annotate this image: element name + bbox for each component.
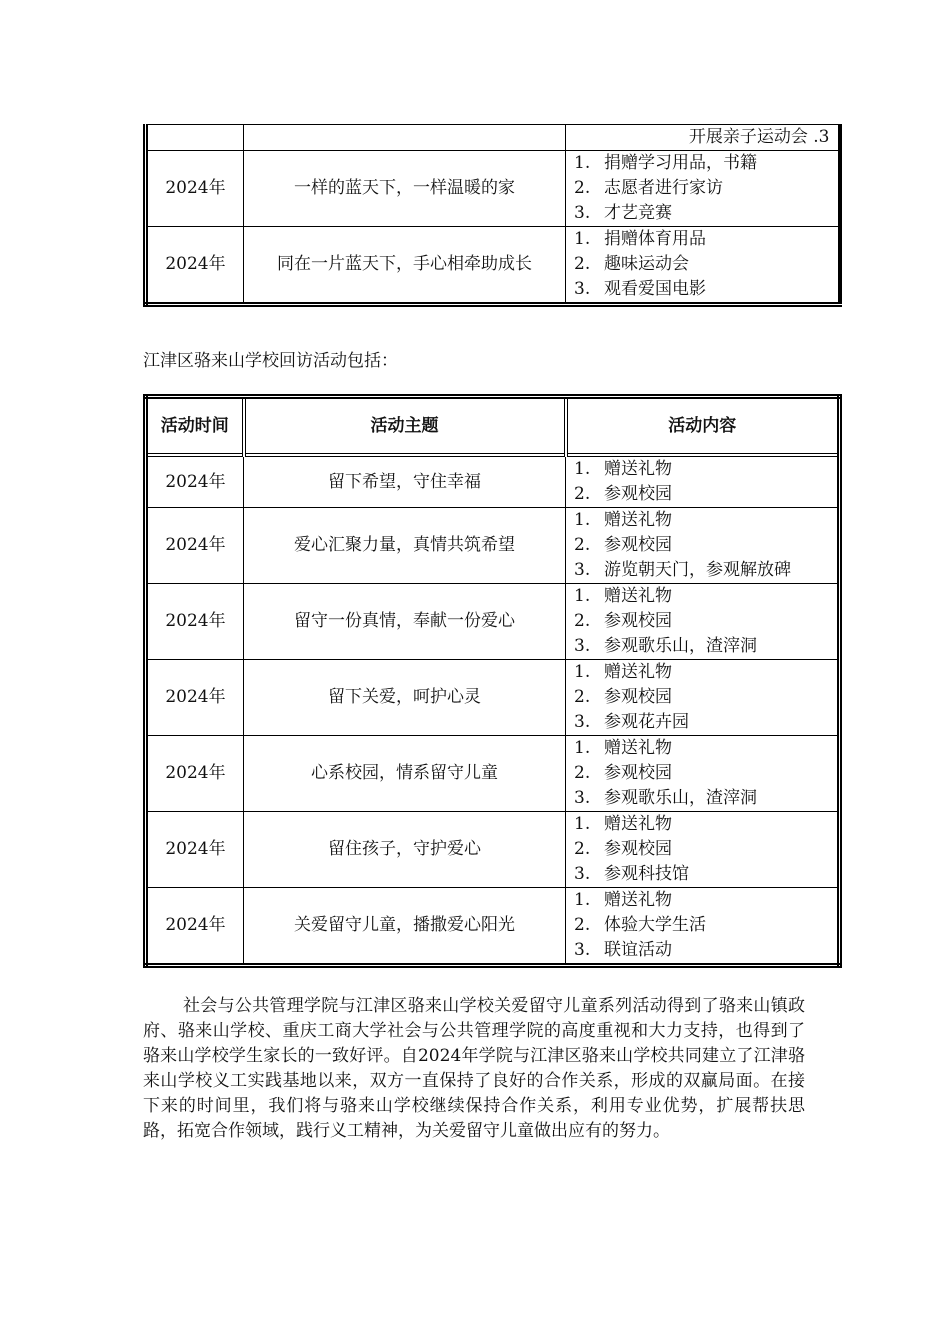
- list-item: 3. 观看爱国电影: [574, 279, 706, 299]
- content-cell: [566, 455, 840, 508]
- content-cell: [566, 151, 840, 227]
- list-item: 1. 赠送礼物: [574, 662, 672, 682]
- header-activity-theme: 活动主题: [244, 397, 566, 456]
- list-item: 2. 参观校园: [574, 611, 672, 631]
- year-cell: 2024年: [146, 584, 244, 660]
- year-cell: 2024年: [146, 455, 244, 508]
- list-item: 3. 游览朝天门，参观解放碑: [574, 560, 791, 580]
- table-row: [146, 455, 840, 508]
- year-cell: 2024年: [146, 227, 244, 305]
- table-row-fragment: [146, 125, 840, 151]
- table-row: [146, 227, 840, 305]
- list-item: 2. 参观校园: [574, 763, 672, 783]
- summary-paragraph: 社会与公共管理学院与江津区骆来山学校关爱留守儿童系列活动得到了骆来山镇政府、骆来山学校、重庆工商大学社会与公共管理学院的高度重视和大力支持，也得到了骆来山学校学生家长的一致好评。自2024年学院与江津区骆来山学校共同建立了江津骆来山学校义工实践基地以来，双方一直保持了良好的合作关系，形成的双赢局面。在接下来的时间里，我们将与骆来山学校继续保持合作关系，利用专业优势，扩展帮扶思路，拓宽合作领域，践行义工精神，为关爱留守儿童做出应有的努力。: [143, 996, 805, 1141]
- year-cell: 2024年: [146, 888, 244, 966]
- table-row: [146, 736, 840, 812]
- list-item: 1. 赠送礼物: [574, 459, 672, 479]
- header-activity-content: 活动内容: [566, 397, 840, 456]
- list-item: 2. 参观校园: [574, 535, 672, 555]
- content-cell: [566, 812, 840, 888]
- year-cell: 2024年: [146, 660, 244, 736]
- list-item: 1. 赠送礼物: [574, 586, 672, 606]
- theme-cell: 留下关爱，呵护心灵: [244, 660, 566, 736]
- theme-cell: 同在一片蓝天下，手心相牵助成长: [244, 227, 566, 305]
- year-cell: 2024年: [146, 508, 244, 584]
- theme-cell: 心系校园，情系留守儿童: [244, 736, 566, 812]
- list-item: 2. 参观校园: [574, 484, 672, 504]
- content-cell: [566, 227, 840, 305]
- fragment-cell: 开展亲子运动会 .3: [566, 125, 840, 151]
- year-cell: 2024年: [146, 812, 244, 888]
- content-cell: [566, 584, 840, 660]
- content-cell: [566, 508, 840, 584]
- table-row: [146, 812, 840, 888]
- list-item: 2. 参观校园: [574, 687, 672, 707]
- table-row: [146, 584, 840, 660]
- list-item: 1. 捐赠体育用品: [574, 229, 706, 249]
- list-item: 1. 捐赠学习用品，书籍: [574, 153, 757, 173]
- table-row: [146, 888, 840, 966]
- year-cell: 2024年: [146, 736, 244, 812]
- list-item: 3. 才艺竞赛: [574, 203, 672, 223]
- content-cell: [566, 888, 840, 966]
- list-item: 2. 趣味运动会: [574, 254, 689, 274]
- content-cell: [566, 660, 840, 736]
- table-header-row: [146, 397, 840, 456]
- year-cell: 2024年: [146, 151, 244, 227]
- list-item: 1. 赠送礼物: [574, 510, 672, 530]
- list-item: 3. 联谊活动: [574, 940, 672, 960]
- theme-cell: 爱心汇聚力量，真情共筑希望: [244, 508, 566, 584]
- table-row: [146, 508, 840, 584]
- header-activity-time: 活动时间: [146, 397, 244, 456]
- activity-table-continued: [143, 124, 842, 307]
- list-item: 1. 赠送礼物: [574, 890, 672, 910]
- theme-cell: 留住孩子，守护爱心: [244, 812, 566, 888]
- list-item: 3. 参观科技馆: [574, 864, 689, 884]
- theme-cell: 留下希望，守住幸福: [244, 455, 566, 508]
- table-row: [146, 151, 840, 227]
- theme-cell: 关爱留守儿童，播撒爱心阳光: [244, 888, 566, 966]
- content-cell: [566, 736, 840, 812]
- list-item: 3. 参观歌乐山，渣滓洞: [574, 636, 757, 656]
- theme-cell: 一样的蓝天下，一样温暖的家: [244, 151, 566, 227]
- list-item: 3. 参观歌乐山，渣滓洞: [574, 788, 757, 808]
- theme-cell: 留守一份真情，奉献一份爱心: [244, 584, 566, 660]
- list-item: 3. 参观花卉园: [574, 712, 689, 732]
- list-item: 1. 赠送礼物: [574, 738, 672, 758]
- table-caption: 江津区骆来山学校回访活动包括：: [143, 351, 398, 371]
- list-item: 2. 参观校园: [574, 839, 672, 859]
- table-row: [146, 660, 840, 736]
- revisit-activity-table: [143, 394, 842, 968]
- list-item: 2. 志愿者进行家访: [574, 178, 723, 198]
- list-item: 1. 赠送礼物: [574, 814, 672, 834]
- list-item: 2. 体验大学生活: [574, 915, 706, 935]
